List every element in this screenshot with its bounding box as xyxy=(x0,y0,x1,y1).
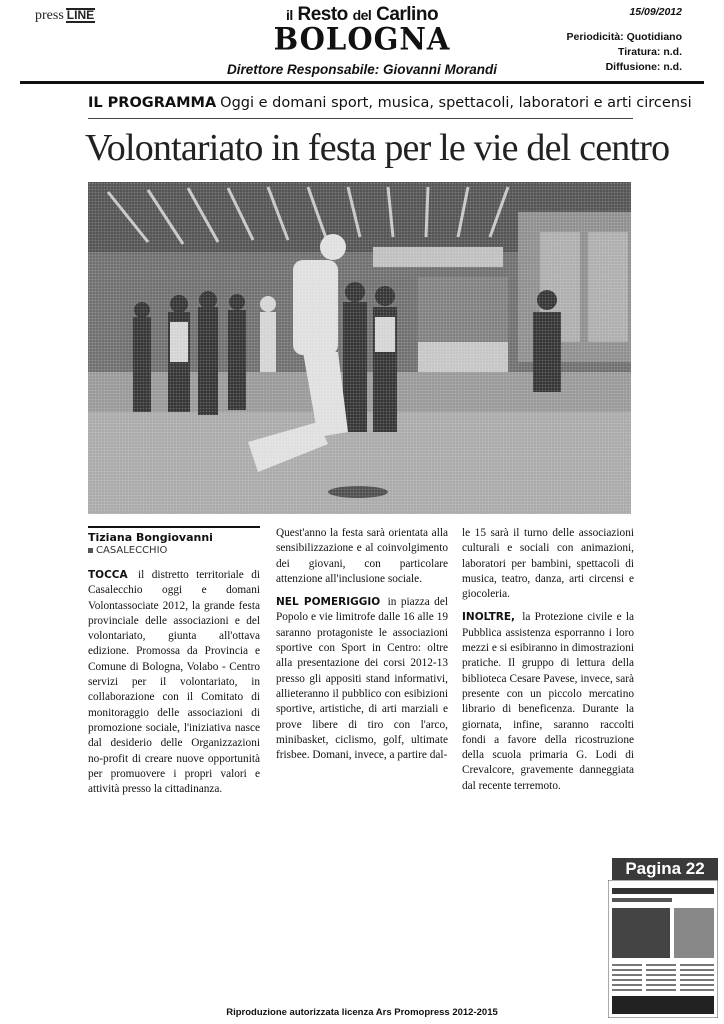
paragraph: NEL POMERIGGIO in piazza del Popolo e vie limitrofe dalle 16 alle 19 saranno protagoniste le associazioni sportive con Sport in Centro: oltre alla presentazione dei corsi 2012-13 presso gli appositi stand informativi, allieteranno il pubblico con esibizioni sportive, artistiche, di arti marziali e prove libere di tiro con l'arco, minibasket, ciclismo, golf, ultimate frisbee. Domani, invece, a partire dal- xyxy=(276,596,448,762)
masthead-city: BOLOGNA xyxy=(273,21,451,57)
lead-word: TOCCA xyxy=(88,569,128,581)
location-text: CASALECCHIO xyxy=(96,545,168,556)
byline-divider xyxy=(88,526,260,528)
article-kicker xyxy=(88,95,692,111)
article-headline: Volontariato in festa per le vie del centro xyxy=(85,127,670,169)
masthead-title: il Resto del Carlino xyxy=(285,4,439,25)
paragraph: le 15 sarà il turno delle associazioni culturali e sociali con animazioni, laboratori per bambini, spettacoli di musica, teatro, danza, arti circensi e giocoleria. xyxy=(462,527,634,601)
article-column-1 xyxy=(88,568,260,797)
lead-word: NEL POMERIGGIO xyxy=(276,596,381,609)
author-name: Tiziana Bongiovanni xyxy=(88,531,213,544)
license-footer: Riproduzione autorizzata licenza Ars Promopress 2012-2015 xyxy=(226,1007,498,1018)
page-thumbnail xyxy=(608,880,718,1018)
circulation: Tiratura: n.d. xyxy=(618,46,682,58)
dateline xyxy=(88,545,167,556)
lead-word: INOLTRE, xyxy=(462,611,515,624)
paragraph: TOCCA il distretto territoriale di Casalecchio oggi e domani Volontassociate 2012, la grande festa provinciale delle associazioni e del volontariato, giunta all'ottava edizione. Promossa da Provincia e Comune di Bologna, Volabo - Centro servizi per il volontariato, in collaborazione con il Comitato di monitoraggio delle associazioni di promozione sociale, l'iniziativa nasce dal desiderio delle Organizzazioni no-profit di creare nuove opportunità per promuovere i propri valori e attività presso la cittadinanza. xyxy=(88,569,261,796)
article-photo xyxy=(88,182,631,514)
periodicity: Periodicità: Quotidiano xyxy=(566,31,682,43)
page-number-badge: Pagina 22 xyxy=(612,858,718,880)
paragraph: INOLTRE, la Protezione civile e la Pubblica assistenza esporranno i loro mezzi e si esibiranno in dimostrazioni pratiche. Il gruppo di lettura della biblioteca Cesare Pavese, invece, sarà presente con un piccolo mercatino librario di beneficenza. Durante la giornata, infine, saranno raccolti fondi a favore della ricostruzione della scuola primaria G. Lodi di Crevalcore, gravemente danneggiata dal recente terremoto. xyxy=(462,611,634,792)
press-brand-text: press xyxy=(35,8,64,23)
press-line-mark: LINE xyxy=(66,8,95,22)
kicker-label: IL PROGRAMMA xyxy=(88,95,217,111)
header-divider xyxy=(20,81,704,84)
publication-date: 15/09/2012 xyxy=(629,6,682,18)
director-line: Direttore Responsabile: Giovanni Morandi xyxy=(226,62,498,77)
paragraph: Quest'anno la festa sarà orientata alla sensibilizzazione e al coinvolgimento dei giovani, con particolare attenzione all'inclusione sociale. xyxy=(276,527,448,585)
bullet-square-icon xyxy=(88,548,93,553)
article-column-3 xyxy=(462,526,634,794)
distribution: Diffusione: n.d. xyxy=(605,61,682,73)
kicker-text: Oggi e domani sport, musica, spettacoli, laboratori e arti circensi xyxy=(220,95,692,111)
kicker-divider xyxy=(88,118,633,119)
article-column-2 xyxy=(276,526,448,763)
